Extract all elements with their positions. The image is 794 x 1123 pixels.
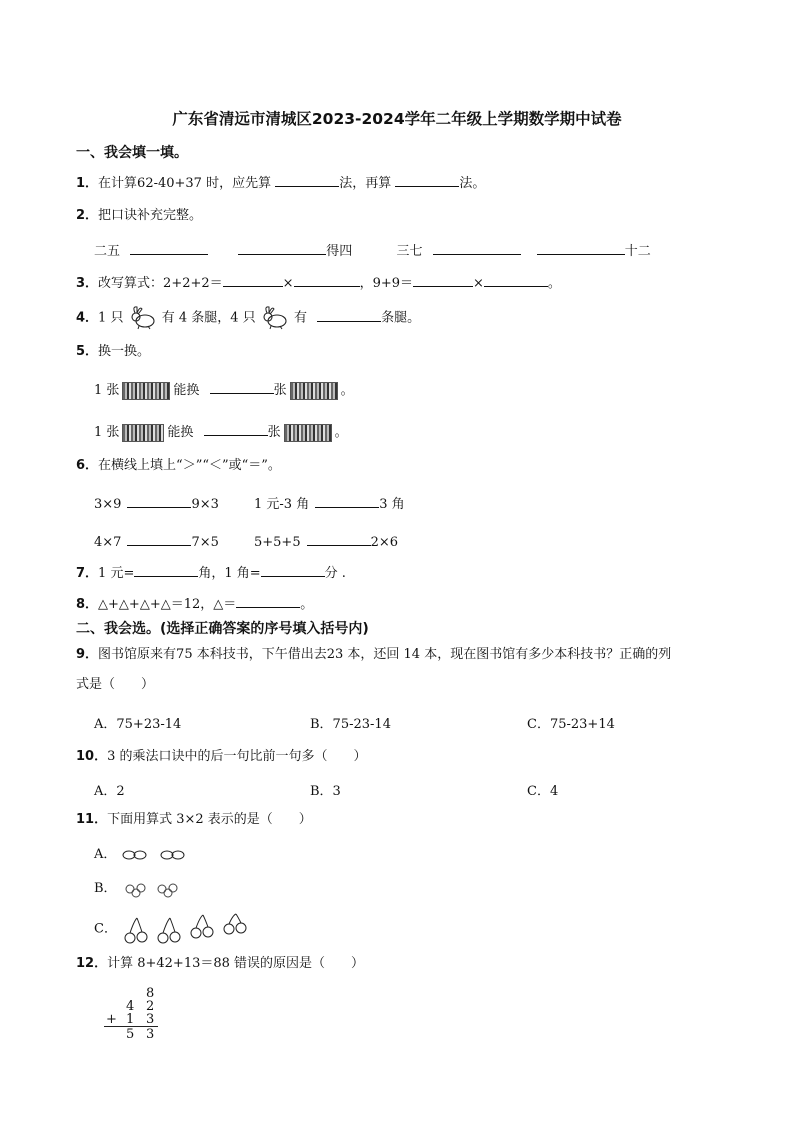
answer-blank[interactable] [210, 379, 274, 394]
option-a[interactable]: A．2 [94, 784, 125, 799]
answer-blank[interactable] [433, 240, 521, 255]
option-a[interactable]: A． [94, 843, 191, 862]
question-6-row-1: 3×9 9×3 [94, 493, 219, 514]
question-12: 12．计算 8+42+13＝88 错误的原因是（ ） [76, 956, 365, 971]
question-10: 10．3 的乘法口诀中的后一句比前一句多（ ） [76, 749, 367, 764]
question-9-line-2: 式是（ ） [76, 677, 155, 692]
question-5-row-2: 1 张 能换 张 。 [94, 421, 348, 442]
question-8: 8．△+△+△+△＝12，△＝ 。 [76, 593, 313, 614]
answer-blank[interactable] [315, 493, 379, 508]
question-11: 11．下面用算式 3×2 表示的是（ ） [76, 812, 312, 827]
answer-blank[interactable] [275, 172, 339, 187]
question-7: 7．1 元= 角，1 角= 分 . [76, 562, 346, 583]
fruit-cluster-icon [121, 879, 191, 899]
exam-page: 广东省清远市清城区2023-2024学年二年级上学期数学期中试卷 一、我会填一填。 1．在计算62-40+37 时，应先算 法，再算 法。 2．把口诀补充完整。 二五 得四 三七 十二 3．改写算式：2+2+2＝ × ，9+9＝ × 。 4．1 只 有 4 条腿，4 只 有 条腿。 5．换一换。 1 张 能换 张 。 1 张 能换 张 。 6．在横线上填上“＞”“＜”或“＝”。 3×9 9×3 1 元-3 角 3 角 4×7 7×5 5+5+5 2×6 7．1 元= 角，1 角= 分 . 8．△+△+△+△＝12，△＝ 。 二、我会选。(选择正确答案的序号填入括号内) 9．图书馆原来有75 本科技书，下午借出去23 本，还回 14 本，现在图书馆有多少本科技书？正确的列 式是（ ） A．75+23-14 B．75-23-14 C．75-23+14 10．3 的乘法口诀中的后一句比前一句多（ ） A．2 B．3 C．4 11．下面用算式 3×2 表示的是（ ） A． B． C． 12．计算 8+42+13＝88 错误的原因是（ ） 8 4 2 + 1 3 5 3 [0, 0, 794, 1123]
banknote-image [284, 424, 332, 442]
banknote-image [122, 382, 170, 400]
question-6-row-2b: 5+5+5 2×6 [254, 531, 398, 552]
option-b[interactable]: B． [94, 877, 191, 899]
answer-blank[interactable] [236, 593, 300, 608]
option-c[interactable]: C．75-23+14 [527, 717, 615, 732]
answer-blank[interactable] [413, 272, 473, 287]
answer-blank[interactable] [537, 240, 625, 255]
cherries-icon [121, 913, 251, 945]
question-2: 2．把口诀补充完整。 [76, 208, 203, 223]
question-3: 3．改写算式：2+2+2＝ × ，9+9＝ × 。 [76, 272, 561, 293]
rabbit-icon [128, 306, 158, 330]
question-2-row: 二五 得四 三七 十二 [94, 240, 651, 261]
banknote-image [122, 424, 164, 442]
option-b[interactable]: B．75-23-14 [310, 717, 391, 732]
option-a[interactable]: A．75+23-14 [94, 717, 182, 732]
question-4: 4．1 只 有 4 条腿，4 只 有 条腿。 [76, 306, 420, 330]
answer-blank[interactable] [223, 272, 283, 287]
question-6: 6．在横线上填上“＞”“＜”或“＝”。 [76, 458, 281, 473]
answer-blank[interactable] [261, 562, 325, 577]
answer-blank[interactable] [317, 307, 381, 322]
answer-blank[interactable] [127, 493, 191, 508]
answer-blank[interactable] [395, 172, 459, 187]
rabbit-icon [260, 306, 290, 330]
option-c[interactable]: C． [94, 913, 251, 945]
answer-blank[interactable] [307, 531, 371, 546]
answer-blank[interactable] [484, 272, 548, 287]
rings-icon [121, 848, 191, 862]
question-6-row-1b: 1 元-3 角 3 角 [254, 493, 405, 514]
question-6-row-2: 4×7 7×5 [94, 531, 219, 552]
section-2-heading: 二、我会选。(选择正确答案的序号填入括号内) [76, 621, 369, 637]
answer-blank[interactable] [134, 562, 198, 577]
answer-blank[interactable] [130, 240, 208, 255]
answer-blank[interactable] [127, 531, 191, 546]
section-1-heading: 一、我会填一填。 [76, 145, 188, 161]
option-b[interactable]: B．3 [310, 784, 341, 799]
answer-blank[interactable] [294, 272, 360, 287]
answer-blank[interactable] [204, 421, 268, 436]
question-5: 5．换一换。 [76, 344, 151, 359]
page-title: 广东省清远市清城区2023-2024学年二年级上学期数学期中试卷 [172, 110, 622, 128]
option-c[interactable]: C．4 [527, 784, 559, 799]
banknote-image [290, 382, 338, 400]
question-1: 1．在计算62-40+37 时，应先算 法，再算 法。 [76, 172, 485, 193]
answer-blank[interactable] [238, 240, 326, 255]
question-9: 9．图书馆原来有75 本科技书，下午借出去23 本，还回 14 本，现在图书馆有多少本科技书？正确的列 [76, 647, 672, 662]
question-5-row-1: 1 张 能换 张 。 [94, 379, 354, 400]
